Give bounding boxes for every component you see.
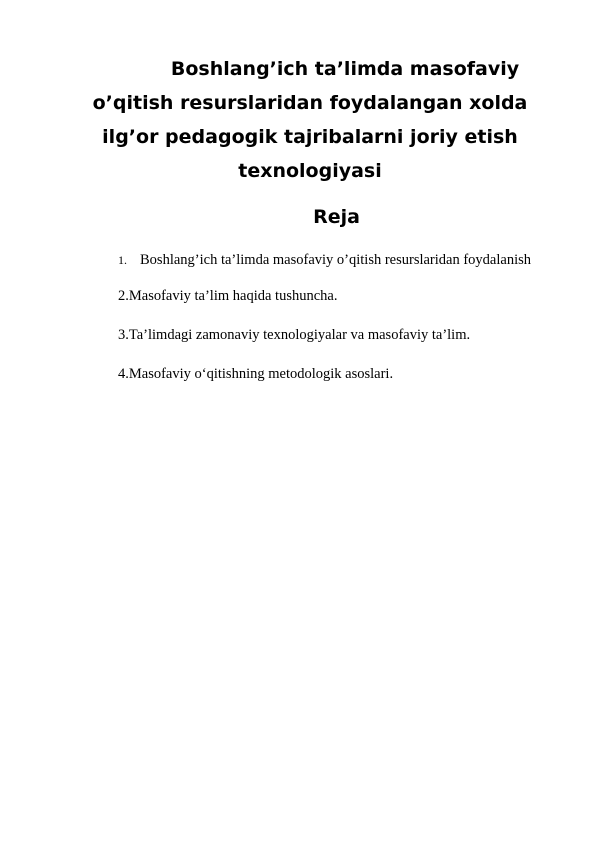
title-line: o’qitish resurslaridan foydalangan xolda xyxy=(92,92,528,114)
plan-item: 4.Masofaviy o‘qitishning metodologik asoslari. xyxy=(118,366,394,382)
plan-heading: Reja xyxy=(313,206,360,228)
title-line: texnologiyasi xyxy=(238,160,382,182)
title-line: ilg’or pedagogik tajribalarni joriy etish xyxy=(102,126,518,148)
plan-item: 3.Ta’limdagi zamonaviy texnologiyalar va masofaviy ta’lim. xyxy=(118,327,471,343)
document-title xyxy=(60,52,560,188)
plan-item-number: 1. xyxy=(118,253,127,267)
plan-item xyxy=(118,248,558,273)
title-line: Boshlang’ich ta’limda masofaviy xyxy=(170,58,520,80)
plan-item-text: Boshlang’ich ta’limda masofaviy o’qitish resurslaridan foydalanish xyxy=(140,252,532,268)
plan-list xyxy=(118,248,558,401)
plan-item: 2.Masofaviy ta’lim haqida tushuncha. xyxy=(118,288,338,304)
